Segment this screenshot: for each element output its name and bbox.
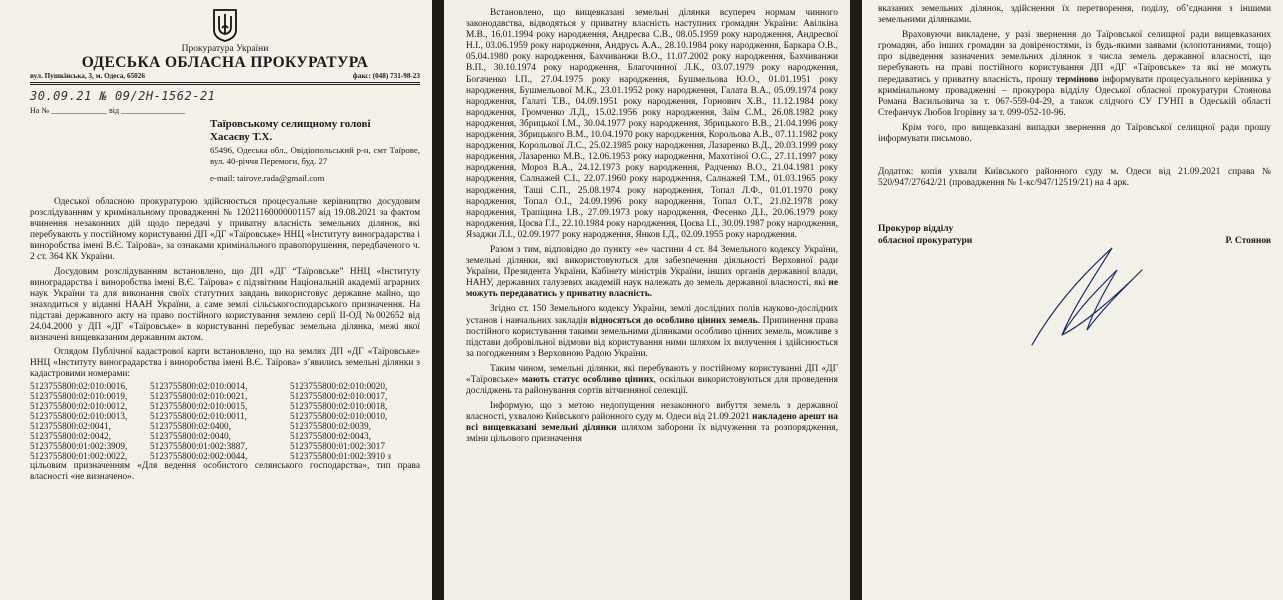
cadastral-number: 5123755800:02:010:0020,: [290, 380, 388, 391]
text: інформувати процесуального керівника у кримінальному провадженні – прокурора відділу Одеської обласної прокуратури Стоянова Романа Васильовича за т. 067-559-04-29, а також слідчого СУ ГУНП в Одеській області Стефанчук Любов Ігорівну за т. 099-052-10-96.: [878, 74, 1271, 118]
emphasis: терміново: [1056, 74, 1099, 85]
text: .: [649, 289, 653, 300]
paragraph-9: [466, 401, 838, 445]
cadastral-number: 5123755800:01:002:3910 з: [290, 451, 391, 462]
registration-number: 30.09.21 № 09/2Н-1562-21: [30, 89, 216, 103]
cadastral-number: 5123755800:02:010:0019,: [30, 390, 128, 401]
cadastral-number: 5123755800:02:010:0013,: [30, 410, 128, 421]
cadastral-number: 5123755800:02:010:0010,: [290, 410, 388, 421]
emphasis: не можуть передаватись у приватну власність: [466, 278, 838, 300]
letter-page-2: [444, 0, 850, 600]
org-name: ОДЕСЬКА ОБЛАСНА ПРОКУРАТУРА: [81, 54, 369, 71]
cadastral-number: 5123755800:02:010:0018,: [290, 400, 388, 411]
cadastral-number: 5123755800:02:0043,: [290, 430, 371, 441]
header-rule-thin: [30, 84, 420, 85]
letter-page-1: [0, 0, 432, 600]
org-line-1: Прокуратура України: [181, 44, 269, 54]
org-address: вул. Пушкінська, 3, м. Одеса, 65026: [30, 72, 145, 80]
emphasis: накладено арешт на всі вищевказані земельні ділянки: [466, 412, 838, 434]
signatory-name: Р. Стоянов: [1225, 236, 1271, 247]
org-fax: факс: (048) 731-98-23: [352, 72, 420, 80]
signatory-title-line-1: Прокурор відділу: [878, 224, 954, 235]
text: Враховуючи викладене, у разі звернення до Таїровської селищної ради вищевказаних громадян, або інших громадян за довіреностями, із будь-якими заявами (клопотаннями, тощо) про відведення зазначених земельних ділянок з числа земель державної власності, що перебувають на праві постійного користування ДП «ДГ «Таїровське» та які не можуть передаватись у приватну власність, прошу: [878, 30, 1271, 85]
page-gap: [850, 0, 862, 600]
page-gap: [432, 0, 444, 600]
cadastral-number: 5123755800:01:002:0022,: [30, 451, 128, 462]
cadastral-number: 5123755800:02:010:0016,: [30, 380, 128, 391]
text: , оскільки використовуються для проведення досліджень та районування сортів вітчизняної селекції.: [466, 375, 838, 397]
recipient-address: 65496, Одеська обл., Овідіопольський р-н, смт Таїрове, вул. 40-річчя Перемоги, буд. 27: [210, 145, 420, 166]
cadastral-number: 5123755800:02:0039,: [290, 420, 371, 431]
cadastral-number: 5123755800:02:002:0044,: [150, 451, 248, 462]
paragraph-4: цільовим призначенням «Для ведення особистого селянського господарства», тип права власності «не визначено».: [30, 461, 420, 483]
text: . Припинення права постійного користування такими земельними ділянками особливо цінних земель, можливе з підстави добровільної відмови від користування ними шляхом їх вилучення і здійснюється за погодженням з Верховною Радою України.: [466, 315, 838, 359]
attachment-note: Додаток: копія ухвали Київського районного суду м. Одеси від 21.09.2021 справа № 520/947/27642/21 (провадження № 1-кс/947/12519/21) на 4 арк.: [878, 167, 1271, 189]
emphasis: відносяться до особливо цінних земель: [590, 315, 758, 326]
cadastral-number: 5123755800:02:010:0015,: [150, 400, 248, 411]
reference-line: На № ______________ від ________________: [30, 106, 186, 115]
org-address-line: [30, 72, 420, 80]
cadastral-number: 5123755800:02:010:0012,: [30, 400, 128, 411]
recipient-email: e-mail: tairove.rada@gmail.com: [210, 173, 325, 183]
paragraph-2: Досудовим розслідуванням встановлено, що ДП «ДГ “Таїровське” ННЦ «Інституту виноградарства і виноробства імені В.Є. Таїрова» є підзвітним Національній академії аграрних наук України та для виконання своїх статутних завдань використовує державне майно, що знаходиться у віданні НААН України, а саме землі сільськогосподарського призначення. На підставі державного акту на право постійного користування землею серії ІІ-ОД №002652 від 24.04.2000 у ДП «ДГ «Таїровське» в користуванні перебуває земельна ділянка, межі якої визначені вищевказаним державним актом.: [30, 266, 420, 344]
cadastral-number: 5123755800:01:002:3909,: [30, 441, 128, 452]
cadastral-number: 5123755800:02:010:0014,: [150, 380, 248, 391]
cadastral-number: 5123755800:02:010:0017,: [290, 390, 388, 401]
paragraph-3: Оглядом Публічної кадастрової карти встановлено, що на землях ДП «ДГ «Таїровське» ННЦ «Інституту виноградарства і виноробства імені В.Є. Таїрова» з’явились земельні ділянки з кадастровими номерами:: [30, 347, 420, 380]
signatory-title-line-2: обласної прокуратури: [878, 236, 973, 247]
paragraph-5: Встановлено, що вищевказані земельні ділянки всупереч нормам чинного законодавства, відводяться у приватну власність наступних громадян України: Авілкіна М.В., 16.01.1994 року народження, Андреєва С.В., 08.05.1959 року народження, Андреєвої Н.І., 03.06.1959 року народження, Андрусь А.А., 28.10.1984 року народження, Баркара О.В., 05.04.1980 року народження, Бахчиванжи В.О., 11.07.2002 року народження, Бахчиванжи В.П., 30.10.1974 року народження, Благочинної Л.К., 03.07.1979 року народження, Богаченко І.П., 27.04.1975 року народження, Бушмельова Ю.О., 01.01.1951 року народження, Бушмельової М.К., 23.01.1952 року народження, Галата В.А., 05.09.1974 року народження, Галаті Т.В., 04.09.1951 року народження, Горнович Х.В., 11.12.1984 року народження, Громченко Л.Д., 15.02.1956 року народження, Заїм С.М., 26.08.1982 року народження, Збрицької І.М., 30.04.1977 року народження, Збрицького В.В., 21.04.1996 року народження, Збрицького В.М., 10.04.1970 року народження, Корольова А.В., 07.11.1982 року народження, Корольової Л.С., 25.02.1985 року народження, Лазаренко В.Д., 20.03.1999 року народження, Лазаренко М.В., 12.06.1953 року народження, Махотіної О.С., 27.11.1997 року народження, Мороз В.А., 24.12.1973 року народження, Радченко В.О., 21.04.1981 року народження, Салнажей С.І., 22.07.1960 року народження, Салнажей Т.М., 01.03.1965 року народження, Таші С.П., 25.08.1974 року народження, Топал Л.Ф., 01.01.1970 року народження, Топал О.І., 24.09.1996 року народження, Топал О.Т., 21.02.1978 року народження, Трапіцина І.В., 27.09.1973 року народження, Фесенко Д.І., 20.06.1979 року народження, Цоєва Г.І., 22.10.1984 року народження, Цоєва І.І., 30.09.1987 року народження, Язаджи Л.І., 02.09.1977 року народження, Янков І.Д., 02.09.1955 року народження.: [466, 8, 838, 240]
paragraph-1: Одеської обласною прокуратурою здійснюється процесуальне керівництво досудовим розслідуванням у кримінальному провадженні № 12021160000001157 від 19.08.2021 за фактом вчинення незаконних дій щодо передачі у приватну власність земельних ділянок, які перебувають у постійному користуванні ДП «ДГ «Таїровське» ННЦ «Інституту виноградарства і виноробства імені В.Є. Таїрова», за ознаками кримінального правопорушення, передбаченого ч. 2 ст. 364 КК України.: [30, 197, 420, 263]
paragraph-7: [466, 304, 838, 359]
header-rule: [30, 82, 420, 83]
text: Разом з тим, відповідно до пункту «е» частини 4 ст. 84 Земельного кодексу України, земельні ділянки, які використовуються для забезпечення діяльності Верховної ради України, Президента України, Кабінету міністрів України, інших органів державної влади, НАНУ, державних галузевих академій наук належать до земель державної власності, які: [466, 244, 838, 289]
paragraph-6: [466, 245, 838, 300]
recipient-block: [210, 118, 420, 183]
recipient-title: Таїровському селищному голові: [210, 118, 371, 130]
paragraph-11: [878, 30, 1271, 119]
paragraph-8: [466, 364, 838, 397]
recipient-name: Хасаєву Т.Х.: [210, 131, 273, 143]
paragraph-12: Крім того, про вищевказані випадки звернення до Таїровської селищної ради прошу інформувати письмово.: [878, 122, 1271, 145]
cadastral-number: 5123755800:02:0041,: [30, 420, 111, 431]
cadastral-number: 5123755800:02:0400,: [150, 420, 231, 431]
handwritten-signature-icon: [1022, 240, 1152, 350]
text: Інформую, що з метою недопущення незаконного вибуття земель з державної власності, ухвалою Київського районного суду м. Одеси від 21.09.2021: [466, 401, 838, 423]
emphasis: мають статус особливо цінних: [521, 375, 654, 385]
text: Таким чином, земельні ділянки, які перебувають у постійному користуванні ДП «ДГ «Таїровське»: [466, 363, 838, 385]
cadastral-number: 5123755800:02:0040,: [150, 430, 231, 441]
cadastral-number: 5123755800:02:0042,: [30, 430, 111, 441]
cadastral-number: 5123755800:02:010:0021,: [150, 390, 248, 401]
cadastral-number: 5123755800:02:010:0011,: [150, 410, 247, 421]
cadastral-number: 5123755800:01:002:3887,: [150, 441, 248, 452]
signatory-title: [878, 223, 972, 247]
cadastral-number: 5123755800:01:002:3017: [290, 441, 385, 452]
letter-page-3: [862, 0, 1283, 600]
paragraph-10: вказаних земельних ділянок, здійснення їх перетворення, поділу, об’єднання з іншими земельними ділянками.: [878, 4, 1271, 26]
text: Згідно ст. 150 Земельного кодексу України, землі дослідних полів науково-дослідних установ і навчальних закладів: [466, 304, 838, 326]
text: шляхом заборони їх відчуження та розпорядження, зміни цільового призначення: [466, 423, 838, 445]
coat-of-arms-icon: [212, 8, 238, 42]
cadastral-list: [30, 381, 420, 462]
